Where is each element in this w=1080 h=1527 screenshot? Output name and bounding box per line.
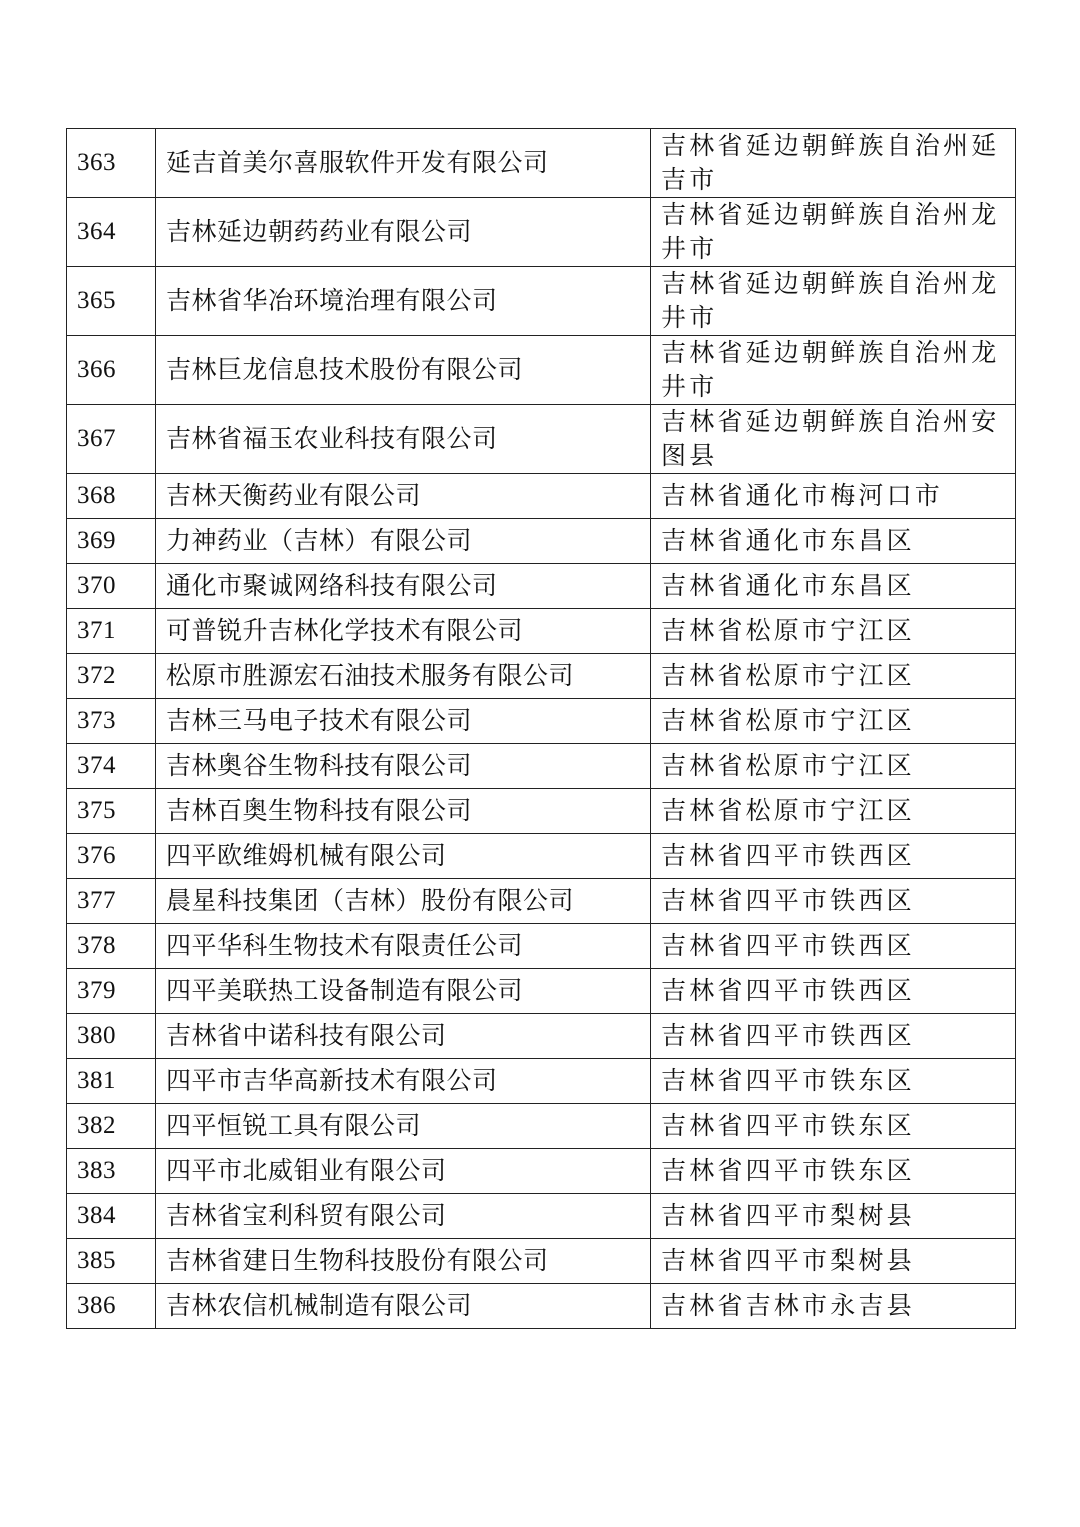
table-row bbox=[67, 267, 1016, 336]
company-name: 吉林省宝利科贸有限公司 bbox=[156, 1194, 651, 1239]
region: 吉林省四平市铁西区 bbox=[651, 1014, 1016, 1059]
region: 吉林省四平市梨树县 bbox=[651, 1239, 1016, 1284]
company-name: 四平恒锐工具有限公司 bbox=[156, 1104, 651, 1149]
row-number: 375 bbox=[67, 789, 156, 834]
region: 吉林省延边朝鲜族自治州龙井市 bbox=[651, 267, 1016, 336]
company-name: 吉林奥谷生物科技有限公司 bbox=[156, 744, 651, 789]
row-number: 370 bbox=[67, 564, 156, 609]
row-number: 369 bbox=[67, 519, 156, 564]
row-number: 373 bbox=[67, 699, 156, 744]
table-row bbox=[67, 129, 1016, 198]
row-number: 380 bbox=[67, 1014, 156, 1059]
region: 吉林省延边朝鲜族自治州龙井市 bbox=[651, 336, 1016, 405]
company-name: 四平美联热工设备制造有限公司 bbox=[156, 969, 651, 1014]
company-name: 松原市胜源宏石油技术服务有限公司 bbox=[156, 654, 651, 699]
company-name: 四平市吉华高新技术有限公司 bbox=[156, 1059, 651, 1104]
table-row bbox=[67, 1284, 1016, 1329]
table-row bbox=[67, 969, 1016, 1014]
row-number: 364 bbox=[67, 198, 156, 267]
company-name: 通化市聚诚网络科技有限公司 bbox=[156, 564, 651, 609]
company-name: 吉林农信机械制造有限公司 bbox=[156, 1284, 651, 1329]
table-row bbox=[67, 1194, 1016, 1239]
table-row bbox=[67, 789, 1016, 834]
table-row bbox=[67, 1104, 1016, 1149]
row-number: 366 bbox=[67, 336, 156, 405]
row-number: 363 bbox=[67, 129, 156, 198]
table-row bbox=[67, 198, 1016, 267]
row-number: 376 bbox=[67, 834, 156, 879]
row-number: 386 bbox=[67, 1284, 156, 1329]
region: 吉林省松原市宁江区 bbox=[651, 744, 1016, 789]
table-row bbox=[67, 564, 1016, 609]
table-row bbox=[67, 1014, 1016, 1059]
company-list-table bbox=[66, 128, 1016, 1329]
region: 吉林省延边朝鲜族自治州安图县 bbox=[651, 405, 1016, 474]
region: 吉林省四平市铁西区 bbox=[651, 879, 1016, 924]
table-row bbox=[67, 336, 1016, 405]
table-row bbox=[67, 609, 1016, 654]
row-number: 385 bbox=[67, 1239, 156, 1284]
table-row bbox=[67, 879, 1016, 924]
row-number: 379 bbox=[67, 969, 156, 1014]
company-name: 力神药业（吉林）有限公司 bbox=[156, 519, 651, 564]
region: 吉林省四平市铁东区 bbox=[651, 1059, 1016, 1104]
row-number: 378 bbox=[67, 924, 156, 969]
company-name: 四平欧维姆机械有限公司 bbox=[156, 834, 651, 879]
row-number: 371 bbox=[67, 609, 156, 654]
table-row bbox=[67, 405, 1016, 474]
company-name: 吉林百奥生物科技有限公司 bbox=[156, 789, 651, 834]
table-row bbox=[67, 924, 1016, 969]
row-number: 367 bbox=[67, 405, 156, 474]
table-row bbox=[67, 699, 1016, 744]
company-name: 吉林省福玉农业科技有限公司 bbox=[156, 405, 651, 474]
company-name: 吉林省华冶环境治理有限公司 bbox=[156, 267, 651, 336]
region: 吉林省松原市宁江区 bbox=[651, 609, 1016, 654]
region: 吉林省吉林市永吉县 bbox=[651, 1284, 1016, 1329]
table-row bbox=[67, 1239, 1016, 1284]
row-number: 372 bbox=[67, 654, 156, 699]
region: 吉林省四平市铁东区 bbox=[651, 1104, 1016, 1149]
company-name: 吉林巨龙信息技术股份有限公司 bbox=[156, 336, 651, 405]
region: 吉林省延边朝鲜族自治州龙井市 bbox=[651, 198, 1016, 267]
table-row bbox=[67, 654, 1016, 699]
region: 吉林省松原市宁江区 bbox=[651, 699, 1016, 744]
company-name: 四平市北威钼业有限公司 bbox=[156, 1149, 651, 1194]
row-number: 377 bbox=[67, 879, 156, 924]
row-number: 368 bbox=[67, 474, 156, 519]
region: 吉林省四平市铁西区 bbox=[651, 834, 1016, 879]
table-row bbox=[67, 519, 1016, 564]
company-name: 吉林三马电子技术有限公司 bbox=[156, 699, 651, 744]
row-number: 382 bbox=[67, 1104, 156, 1149]
region: 吉林省通化市梅河口市 bbox=[651, 474, 1016, 519]
table-row bbox=[67, 474, 1016, 519]
row-number: 383 bbox=[67, 1149, 156, 1194]
row-number: 381 bbox=[67, 1059, 156, 1104]
company-name: 吉林省中诺科技有限公司 bbox=[156, 1014, 651, 1059]
company-name: 晨星科技集团（吉林）股份有限公司 bbox=[156, 879, 651, 924]
row-number: 384 bbox=[67, 1194, 156, 1239]
company-name: 可普锐升吉林化学技术有限公司 bbox=[156, 609, 651, 654]
row-number: 374 bbox=[67, 744, 156, 789]
region: 吉林省延边朝鲜族自治州延吉市 bbox=[651, 129, 1016, 198]
region: 吉林省四平市铁西区 bbox=[651, 924, 1016, 969]
region: 吉林省通化市东昌区 bbox=[651, 519, 1016, 564]
company-name: 吉林延边朝药药业有限公司 bbox=[156, 198, 651, 267]
row-number: 365 bbox=[67, 267, 156, 336]
table-row bbox=[67, 1149, 1016, 1194]
company-name: 吉林省建日生物科技股份有限公司 bbox=[156, 1239, 651, 1284]
table-row bbox=[67, 834, 1016, 879]
region: 吉林省松原市宁江区 bbox=[651, 654, 1016, 699]
region: 吉林省四平市铁西区 bbox=[651, 969, 1016, 1014]
region: 吉林省松原市宁江区 bbox=[651, 789, 1016, 834]
region: 吉林省四平市梨树县 bbox=[651, 1194, 1016, 1239]
company-name: 延吉首美尔喜服软件开发有限公司 bbox=[156, 129, 651, 198]
region: 吉林省四平市铁东区 bbox=[651, 1149, 1016, 1194]
company-name: 四平华科生物技术有限责任公司 bbox=[156, 924, 651, 969]
region: 吉林省通化市东昌区 bbox=[651, 564, 1016, 609]
table-row bbox=[67, 1059, 1016, 1104]
company-name: 吉林天衡药业有限公司 bbox=[156, 474, 651, 519]
table-row bbox=[67, 744, 1016, 789]
